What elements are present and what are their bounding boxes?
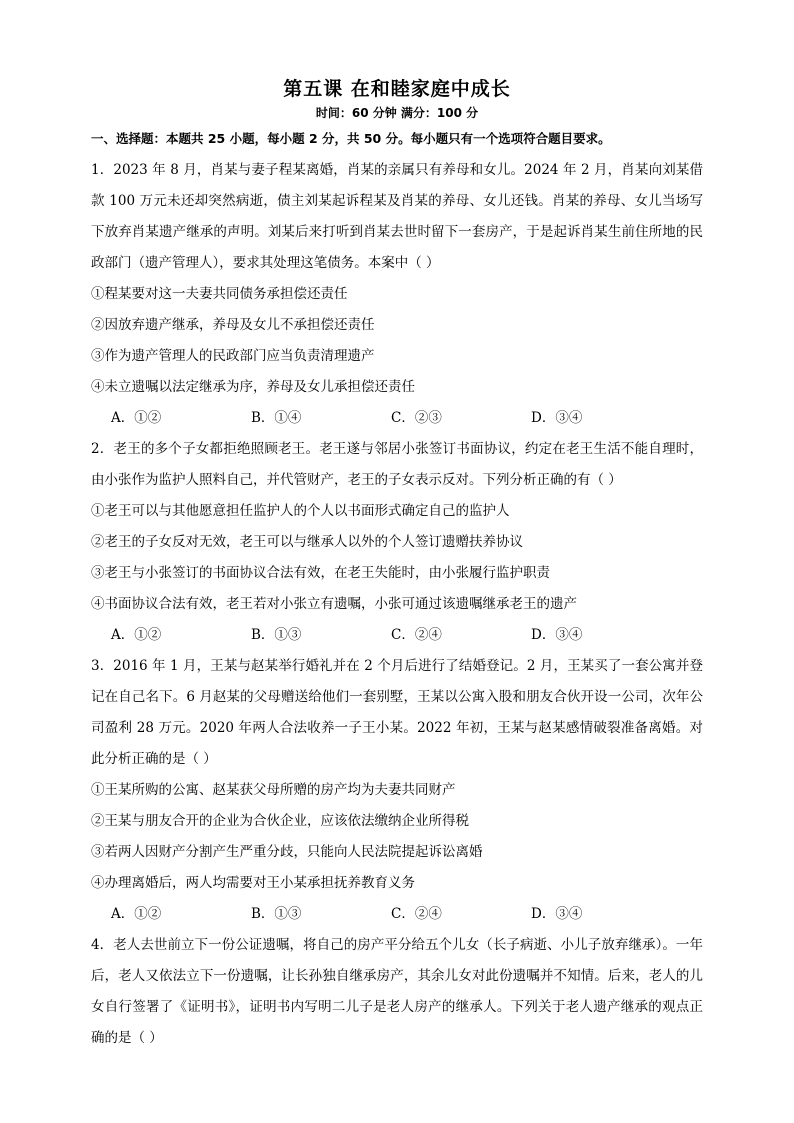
statement-item: ③若两人因财产分割产生严重分歧，只能向人民法院提起诉讼离婚 <box>91 844 483 860</box>
statement-item: ②因放弃遗产继承，养母及女儿不承担偿还责任 <box>91 317 375 333</box>
section-heading: 一、选择题：本题共 25 小题，每小题 2 分，共 50 分。每小题只有一个选项符合题目要求。 <box>91 131 611 146</box>
option-b: B．①④ <box>251 410 302 426</box>
option-d: D．③④ <box>531 906 583 922</box>
answer-options <box>91 899 703 930</box>
statement-item: ③老王与小张签订的书面协议合法有效，在老王失能时，由小张履行监护职责 <box>91 565 550 581</box>
statement-item: ②王某与朋友合开的企业为合伙企业，应该依法缴纳企业所得税 <box>91 813 469 829</box>
question-2 <box>91 434 703 651</box>
option-c: C．②④ <box>391 906 442 922</box>
option-a: A．①② <box>111 627 162 643</box>
option-d: D．③④ <box>531 410 583 426</box>
answer-options <box>91 620 703 651</box>
statement-item: ④办理离婚后，两人均需要对王小某承担抚养教育义务 <box>91 875 415 891</box>
page-title: 第五课 在和睦家庭中成长 <box>283 78 511 100</box>
exam-info: 时间：60 分钟 满分：100 分 <box>315 106 479 120</box>
option-a: A．①② <box>111 906 162 922</box>
question-stem: 3．2016 年 1 月，王某与赵某举行婚礼并在 2 个月后进行了结婚登记。2 月，王某买了一套公寓并登记在自己名下。6 月赵某的父母赠送给他们一套别墅，王某以公寓入股和朋友合伙开设一公司，次年公司盈利 28 万元。2020 年两人合法收养一子王小某。2022 年初，王某与赵某感情破裂准备离婚。对此分析正确的是（ ） <box>91 658 703 767</box>
option-c: C．②④ <box>391 627 442 643</box>
statement-item: ②老王的子女反对无效，老王可以与继承人以外的个人签订遗赠扶养协议 <box>91 534 523 550</box>
option-b: B．①③ <box>251 906 302 922</box>
statement-item: ③作为遗产管理人的民政部门应当负责清理遗产 <box>91 348 375 364</box>
question-stem: 1．2023 年 8 月，肖某与妻子程某离婚，肖某的亲属只有养母和女儿。2024 年 2 月，肖某向刘某借款 100 万元未还却突然病逝，债主刘某起诉程某及肖某的养母、女儿还钱。肖某的养母、女儿当场写下放弃肖某遗产继承的声明。刘某后来打听到肖某去世时留下一套房产，于是起诉肖某生前住所地的民政部门（遗产管理人），要求其处理这笔债务。本案中（ ） <box>91 162 703 271</box>
statement-item: ④书面协议合法有效，老王若对小张立有遗嘱，小张可通过该遗嘱继承老王的遗产 <box>91 596 577 612</box>
statement-item: ①老王可以与其他愿意担任监护人的个人以书面形式确定自己的监护人 <box>91 503 510 519</box>
question-3 <box>91 651 703 930</box>
option-b: B．①③ <box>251 627 302 643</box>
statement-item: ①王某所购的公寓、赵某获父母所赠的房产均为夫妻共同财产 <box>91 782 456 798</box>
question-stem: 2．老王的多个子女都拒绝照顾老王。老王遂与邻居小张签订书面协议，约定在老王生活不能自理时，由小张作为监护人照料自己，并代管财产，老王的子女表示反对。下列分析正确的有（ ） <box>91 441 703 488</box>
question-stem: 4．老人去世前立下一份公证遗嘱，将自己的房产平分给五个儿女（长子病逝、小儿子放弃继承）。一年后，老人又依法立下一份遗嘱，让长孙独自继承房产，其余儿女对此份遗嘱并不知情。后来，老人的儿女自行签署了《证明书》，证明书内写明二儿子是老人房产的继承人。下列关于老人遗产继承的观点正确的是（ ） <box>91 937 703 1046</box>
exam-content <box>91 128 703 1054</box>
answer-options <box>91 403 703 434</box>
option-d: D．③④ <box>531 627 583 643</box>
statement-item: ①程某要对这一夫妻共同债务承担偿还责任 <box>91 286 348 302</box>
option-a: A．①② <box>111 410 162 426</box>
question-4 <box>91 930 703 1054</box>
question-1 <box>91 155 703 434</box>
statement-item: ④未立遗嘱以法定继承为序，养母及女儿承担偿还责任 <box>91 379 415 395</box>
option-c: C．②③ <box>391 410 442 426</box>
